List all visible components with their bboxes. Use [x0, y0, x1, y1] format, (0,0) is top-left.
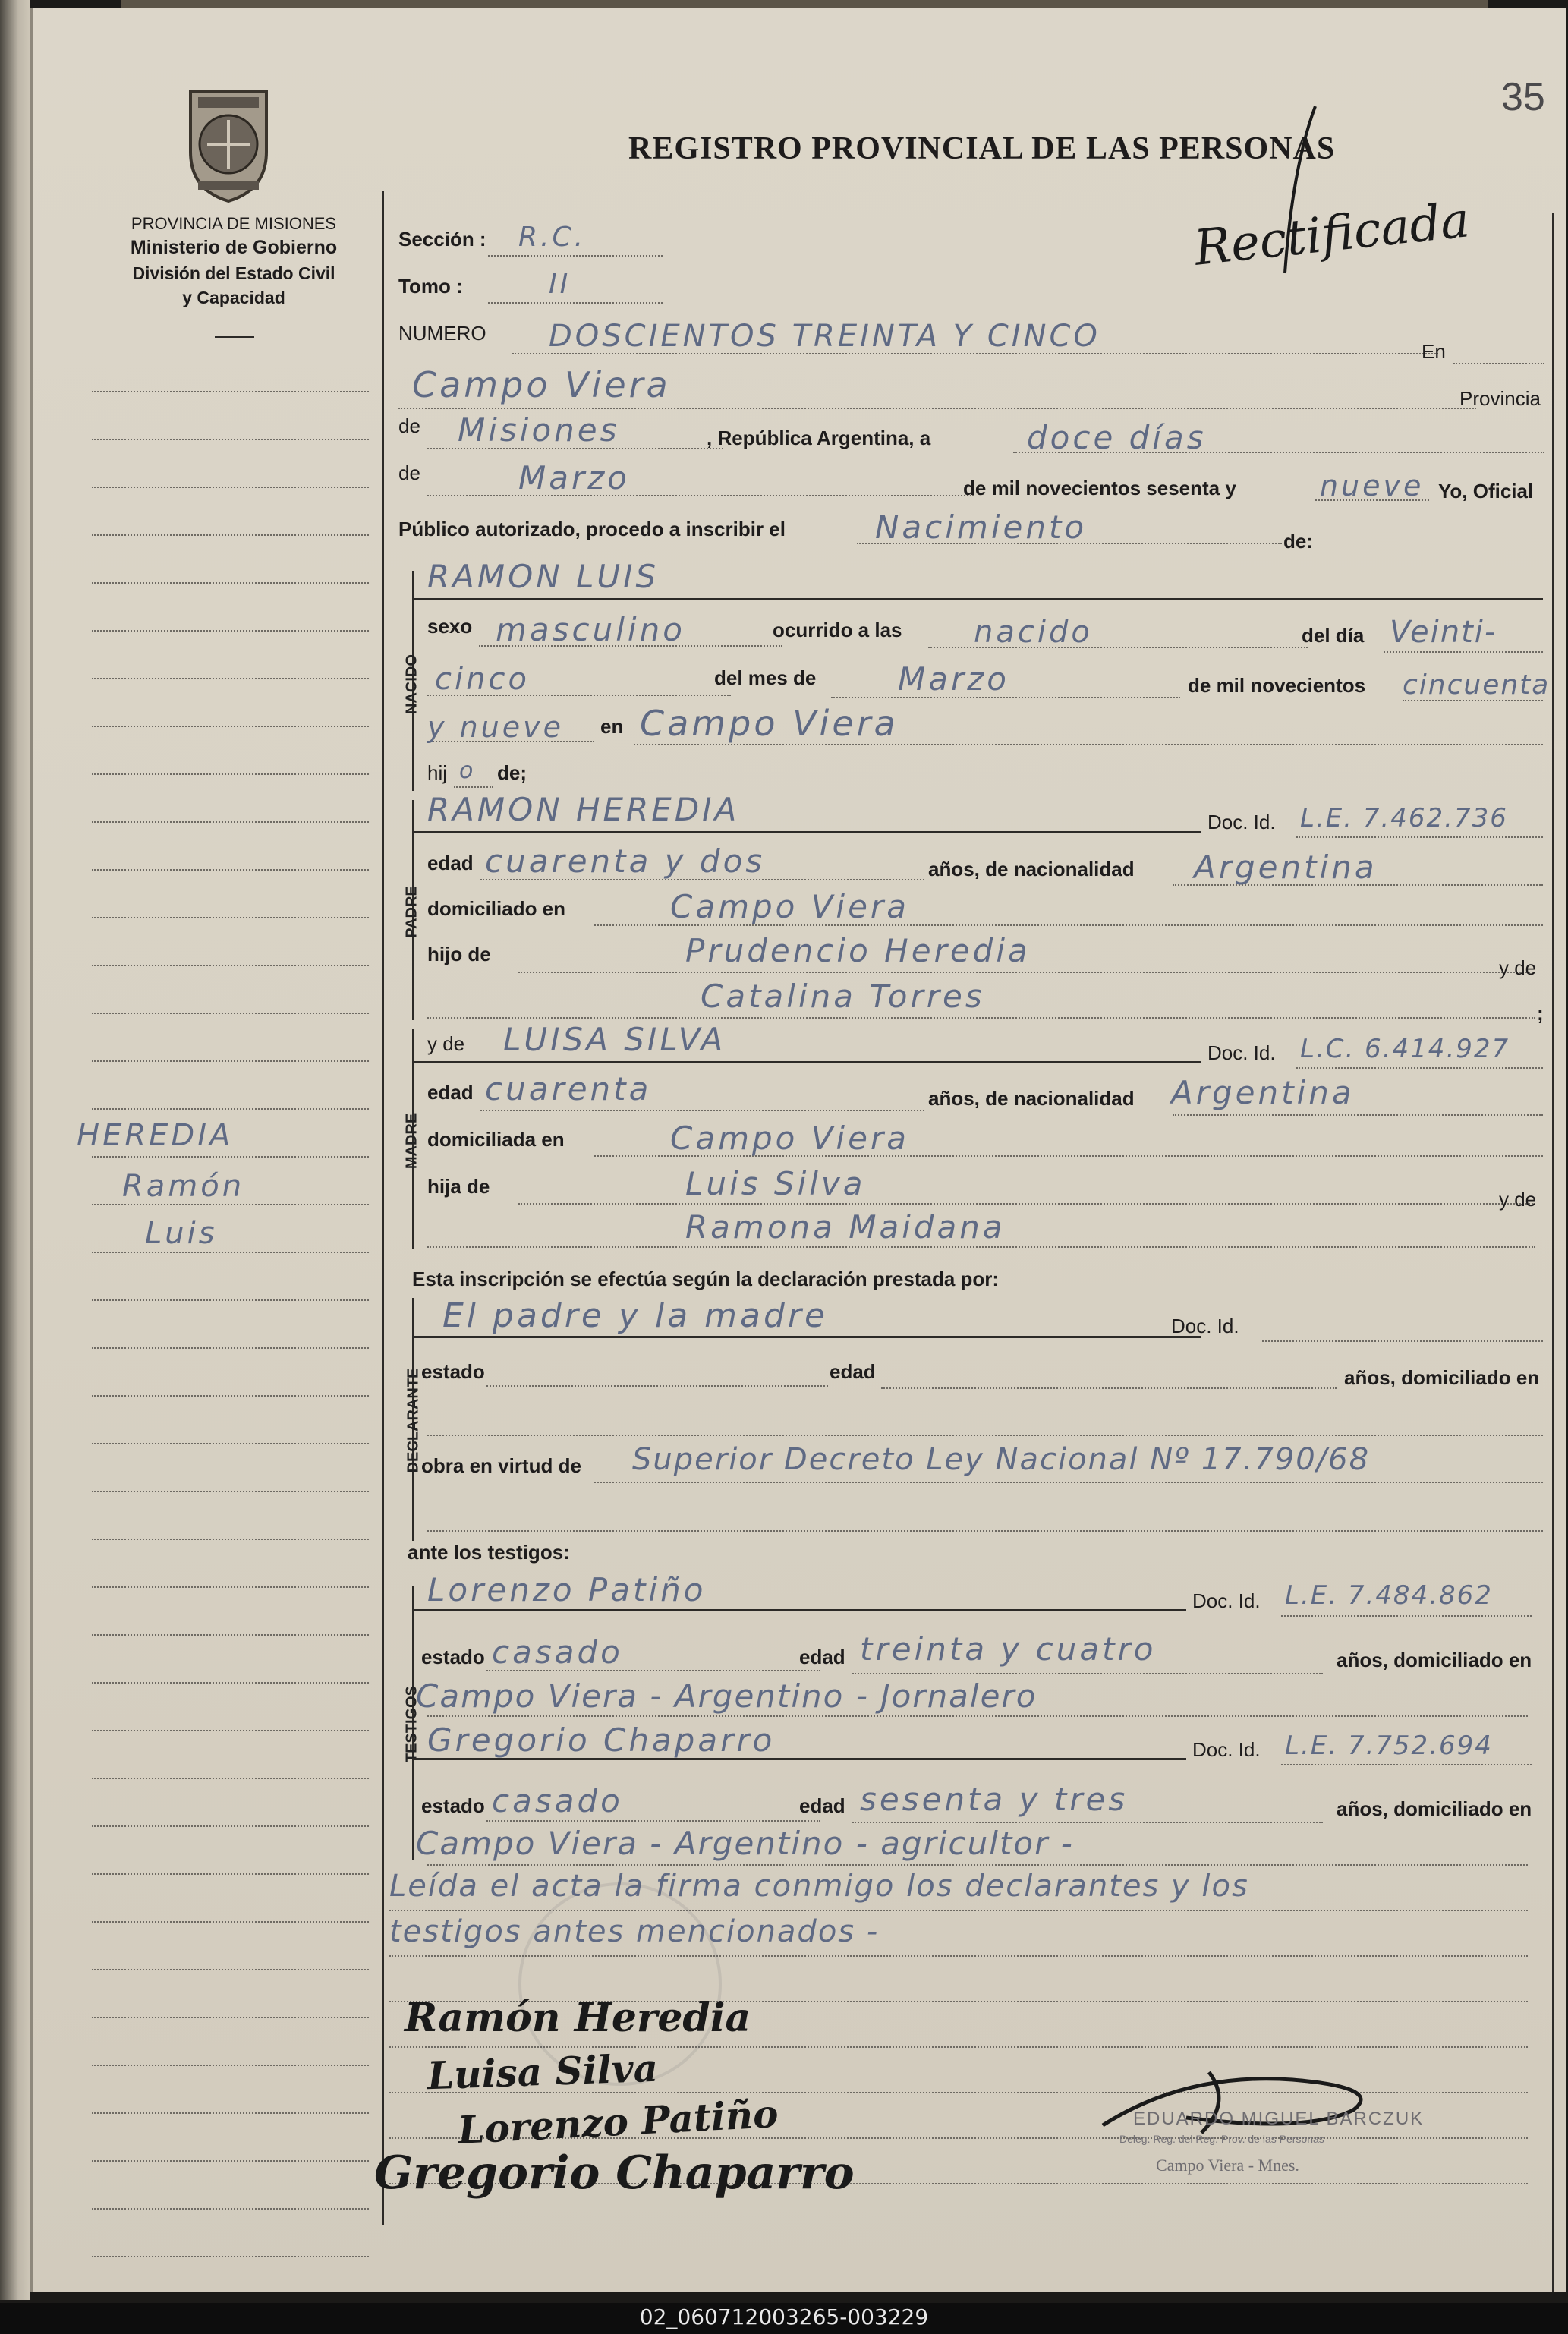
label-madre-y-de: y de	[427, 1032, 465, 1055]
margin-ruled-line	[92, 630, 369, 632]
testigo2-doc-line	[1281, 1764, 1532, 1765]
value-mes-nac: Marzo	[898, 660, 1009, 698]
section-testigos: TESTIGOS	[403, 1685, 420, 1763]
declarante-dom-line	[427, 1435, 1543, 1436]
value-provincia: Misiones	[458, 411, 620, 449]
testigo1-edad-line	[852, 1673, 1323, 1674]
label-madre-dom: domiciliada en	[427, 1128, 565, 1151]
label-hij-de: de;	[497, 761, 527, 784]
label-madre-nac: años, de nacionalidad	[928, 1087, 1135, 1110]
margin-first-name: Ramón	[122, 1169, 245, 1204]
value-madre-padre: Luis Silva	[685, 1165, 866, 1202]
label-republica: , República Argentina, a	[707, 427, 931, 449]
label-obra: obra en virtud de	[421, 1454, 581, 1477]
margin-ruled-line	[92, 1682, 369, 1684]
org-divider	[215, 336, 254, 338]
value-dia-nac-1: Veinti-	[1390, 615, 1497, 650]
margin-ruled-line	[92, 1921, 369, 1923]
value-hora: nacido	[974, 615, 1093, 650]
annotation-stroke	[1262, 99, 1338, 281]
dia-nac-line	[1384, 651, 1543, 653]
value-anio: nueve	[1320, 469, 1425, 502]
testigo2-edad-line	[852, 1822, 1323, 1823]
value-madre-edad: cuarenta	[485, 1070, 652, 1107]
label-semicolon: ;	[1537, 1002, 1544, 1025]
value-closing-2: testigos antes mencionados -	[389, 1914, 880, 1949]
value-mes: Marzo	[518, 459, 630, 496]
margin-ruled-line	[92, 2160, 369, 2162]
margin-ruled-line	[92, 1634, 369, 1636]
signature-mother: Luisa Silva	[427, 2045, 659, 2099]
label-madre-edad: edad	[427, 1081, 474, 1104]
label-testigo2-doc: Doc. Id.	[1192, 1738, 1261, 1761]
margin-ruled-line	[92, 869, 369, 871]
label-testigo2-edad: edad	[799, 1794, 845, 1817]
margin-ruled-line	[92, 821, 369, 823]
label-declarante-estado: estado	[421, 1360, 485, 1383]
margin-ruled-line	[92, 1443, 369, 1444]
margin-ruled-line	[92, 2017, 369, 2018]
org-line-2: Ministerio de Gobierno	[130, 237, 338, 258]
label-testigo1-doc: Doc. Id.	[1192, 1589, 1261, 1612]
label-hij: hij	[427, 761, 448, 784]
value-padre-dom: Campo Viera	[670, 888, 909, 925]
value-padre-padre: Prudencio Heredia	[685, 932, 1031, 969]
testigo2-estado-line	[486, 1820, 820, 1822]
madre-edad-line	[480, 1110, 924, 1111]
value-madre-doc: L.C. 6.414.927	[1300, 1034, 1510, 1064]
value-hij-suffix: o	[459, 758, 477, 784]
value-testigo2-edad: sesenta y tres	[860, 1781, 1129, 1818]
value-madre-nombre: LUISA SILVA	[503, 1021, 726, 1058]
margin-ruled-line	[92, 1586, 369, 1588]
value-lugar: Campo Viera	[412, 364, 671, 405]
value-madre-dom: Campo Viera	[670, 1120, 909, 1157]
value-testigo2-doc: L.E. 7.752.694	[1285, 1731, 1493, 1761]
label-ocurrido: ocurrido a las	[773, 619, 902, 641]
margin-ruled-line	[92, 1969, 369, 1970]
obra-line	[594, 1482, 1543, 1483]
margin-ruled-line	[92, 1873, 369, 1875]
margin-ruled-line	[92, 1778, 369, 1779]
madre-nombre-line	[412, 1061, 1201, 1063]
margin-surname: HEREDIA	[77, 1118, 234, 1153]
section-nacido: NACIDO	[403, 654, 420, 714]
value-padre-madre: Catalina Torres	[701, 978, 985, 1015]
right-rule	[1552, 213, 1554, 2292]
value-padre-doc: L.E. 7.462.736	[1300, 803, 1508, 833]
margin-ruled-line	[92, 582, 369, 584]
org-line-1: PROVINCIA DE MISIONES	[131, 214, 337, 233]
margin-ruled-line	[92, 1395, 369, 1397]
label-mil-novecientos: de mil novecientos sesenta y	[963, 477, 1236, 499]
margin-ruled-line	[92, 1252, 369, 1253]
value-padre-edad: cuarenta y dos	[485, 843, 766, 880]
value-padre-nombre: RAMON HEREDIA	[427, 791, 740, 828]
value-madre-nac: Argentina	[1171, 1074, 1355, 1111]
value-testigo2-estado: casado	[492, 1782, 623, 1819]
label-de-mes: de	[398, 461, 420, 484]
margin-ruled-line	[92, 391, 369, 392]
label-de-colon: de:	[1283, 530, 1313, 553]
margin-ruled-line	[92, 2208, 369, 2210]
book-spine	[0, 0, 30, 2300]
value-testigo2: Gregorio Chaparro	[427, 1721, 776, 1759]
margin-second-name: Luis	[145, 1216, 218, 1251]
label-numero: NUMERO	[398, 322, 486, 345]
value-declarante: El padre y la madre	[442, 1296, 829, 1335]
label-madre-hija-de: hija de	[427, 1175, 490, 1198]
value-obra: Superior Decreto Ley Nacional Nº 17.790/68	[632, 1442, 1371, 1477]
label-padre-edad: edad	[427, 852, 474, 874]
page-title: REGISTRO PROVINCIAL DE LAS PERSONAS	[628, 131, 1336, 166]
value-testigo1-edad: treinta y cuatro	[860, 1630, 1157, 1668]
label-madre-doc: Doc. Id.	[1207, 1041, 1276, 1064]
margin-ruled-line	[92, 965, 369, 966]
label-padre-nac: años, de nacionalidad	[928, 858, 1135, 880]
official-stamp-place: Campo Viera - Mnes.	[1156, 2156, 1299, 2175]
label-en-nac: en	[600, 715, 624, 738]
label-declarante-anios: años, domiciliado en	[1344, 1366, 1540, 1389]
testigo2-dom-line	[427, 1864, 1528, 1866]
label-madre-y-de-2: y de	[1499, 1188, 1537, 1211]
madre-madre-line	[427, 1246, 1535, 1248]
label-declarante-doc: Doc. Id.	[1171, 1315, 1239, 1337]
margin-ruled-line	[92, 1204, 369, 1205]
label-mil-nov: de mil novecientos	[1188, 674, 1366, 697]
label-del-dia: del día	[1302, 624, 1365, 647]
label-testigos: ante los testigos:	[408, 1541, 570, 1564]
label-sexo: sexo	[427, 615, 473, 638]
padre-padre-line	[518, 972, 1535, 973]
en-line	[1453, 363, 1544, 364]
section-padre: PADRE	[403, 886, 420, 938]
nombre-line	[412, 598, 1543, 600]
section-declarante: DECLARANTE	[405, 1368, 422, 1473]
margin-ruled-line	[92, 534, 369, 536]
declarante-estado-line	[486, 1385, 828, 1387]
declarante-doc-line	[1262, 1340, 1543, 1342]
value-anio-nac-1: cincuenta	[1403, 669, 1551, 701]
mes-line	[427, 495, 974, 496]
value-padre-nac: Argentina	[1194, 849, 1378, 886]
margin-ruled-line	[92, 1060, 369, 1062]
value-nombre: RAMON LUIS	[427, 558, 660, 595]
rectificada-annotation: Rectificada	[1192, 192, 1472, 277]
lugar-nac-line	[634, 744, 1543, 745]
madre-doc-line	[1296, 1067, 1543, 1069]
margin-ruled-line	[92, 1825, 369, 1827]
margin-ruled-line	[92, 1156, 369, 1158]
declarante-edad-line	[881, 1387, 1337, 1389]
label-de-provincia: de	[398, 414, 420, 437]
margin-ruled-line	[92, 487, 369, 488]
testigo1-line	[412, 1609, 1186, 1611]
margin-ruled-line	[92, 439, 369, 440]
value-testigo1-estado: casado	[492, 1633, 623, 1671]
label-testigo1-anios: años, domiciliado en	[1337, 1649, 1532, 1671]
madre-nac-line	[1173, 1114, 1543, 1116]
label-provincia: Provincia	[1459, 387, 1541, 410]
label-publico: Público autorizado, procedo a inscribir el	[398, 518, 786, 540]
testigo1-dom-line	[427, 1715, 1528, 1717]
label-en: En	[1422, 340, 1446, 363]
margin-ruled-line	[92, 773, 369, 775]
margin-ruled-line	[92, 1013, 369, 1014]
hij-line	[454, 786, 493, 788]
label-declarante-edad: edad	[830, 1360, 876, 1383]
declarante-line	[412, 1336, 1201, 1338]
padre-madre-line	[427, 1017, 1535, 1019]
margin-ruled-line	[92, 1108, 369, 1110]
label-testigo2-anios: años, domiciliado en	[1337, 1797, 1532, 1820]
label-padre-dom: domiciliado en	[427, 897, 566, 920]
value-acto: Nacimiento	[875, 509, 1088, 546]
value-madre-madre: Ramona Maidana	[685, 1208, 1006, 1246]
value-testigo2-dom: Campo Viera - Argentino - agricultor -	[416, 1825, 1074, 1862]
lugar-line	[398, 408, 1476, 409]
margin-ruled-line	[92, 1539, 369, 1540]
padre-nombre-line	[412, 831, 1201, 833]
value-dia-nac-2: cinco	[435, 662, 530, 697]
value-tomo: II	[549, 269, 571, 300]
label-seccion: Sección :	[398, 228, 486, 250]
label-testigo1-estado: estado	[421, 1646, 485, 1668]
value-testigo1-dom: Campo Viera - Argentino - Jornalero	[416, 1677, 1037, 1715]
seccion-line	[488, 255, 663, 257]
label-padre-hijo-de: hijo de	[427, 943, 491, 965]
label-yo-oficial: Yo, Oficial	[1438, 480, 1534, 502]
margin-ruled-line	[92, 1299, 369, 1301]
margin-ruled-line	[92, 2256, 369, 2257]
margin-ruled-line	[92, 1730, 369, 1731]
value-numero: DOSCIENTOS TREINTA Y CINCO	[549, 319, 1100, 354]
coat-of-arms-seal	[175, 83, 282, 205]
margin-ruled-line	[92, 726, 369, 727]
official-stamp-name: EDUARDO MIGUEL BARCZUK	[1133, 2109, 1425, 2129]
tomo-line	[488, 302, 663, 304]
page-number: 35	[1501, 75, 1545, 119]
signature-father: Ramón Heredia	[405, 1995, 751, 2041]
org-line-4: y Capacidad	[182, 288, 285, 307]
label-testigo2-estado: estado	[421, 1794, 485, 1817]
value-seccion: R.C.	[518, 222, 587, 253]
margin-ruled-line	[92, 678, 369, 679]
value-sexo: masculino	[496, 611, 685, 648]
margin-ruled-line	[92, 2112, 369, 2114]
signature-witness-2: Gregorio Chaparro	[374, 2147, 855, 2200]
section-madre: MADRE	[403, 1113, 420, 1170]
signature-witness-1: Lorenzo Patiño	[456, 2090, 779, 2153]
label-declaracion: Esta inscripción se efectúa según la declaración prestada por:	[412, 1268, 1000, 1290]
label-del-mes: del mes de	[714, 666, 817, 689]
margin-ruled-line	[92, 1491, 369, 1492]
label-tomo: Tomo :	[398, 275, 463, 298]
obra-line-2	[427, 1530, 1543, 1532]
madre-padre-line	[518, 1203, 1535, 1205]
margin-ruled-line	[92, 917, 369, 918]
value-anio-nac-2: y nueve	[427, 710, 564, 744]
label-padre-doc: Doc. Id.	[1207, 811, 1276, 833]
value-dia: doce días	[1027, 419, 1207, 456]
padre-doc-line	[1296, 836, 1543, 838]
label-padre-y-de: y de	[1499, 956, 1537, 979]
footer-id: 02_060712003265-003229	[639, 2304, 929, 2329]
register-page	[30, 8, 1566, 2292]
testigo1-doc-line	[1281, 1615, 1532, 1617]
value-closing-1: Leída el acta la firma conmigo los declarantes y los	[389, 1869, 1249, 1904]
org-line-3: División del Estado Civil	[132, 263, 335, 283]
official-stamp-office: Deleg. Reg. del Reg. Prov. de las Personas	[1119, 2133, 1324, 2145]
margin-rule	[382, 191, 384, 2225]
label-testigo1-edad: edad	[799, 1646, 845, 1668]
margin-ruled-line	[92, 2065, 369, 2066]
value-lugar-nac: Campo Viera	[640, 703, 899, 744]
value-testigo1-doc: L.E. 7.484.862	[1285, 1580, 1493, 1611]
margin-ruled-line	[92, 1347, 369, 1349]
value-testigo1: Lorenzo Patiño	[427, 1571, 707, 1608]
